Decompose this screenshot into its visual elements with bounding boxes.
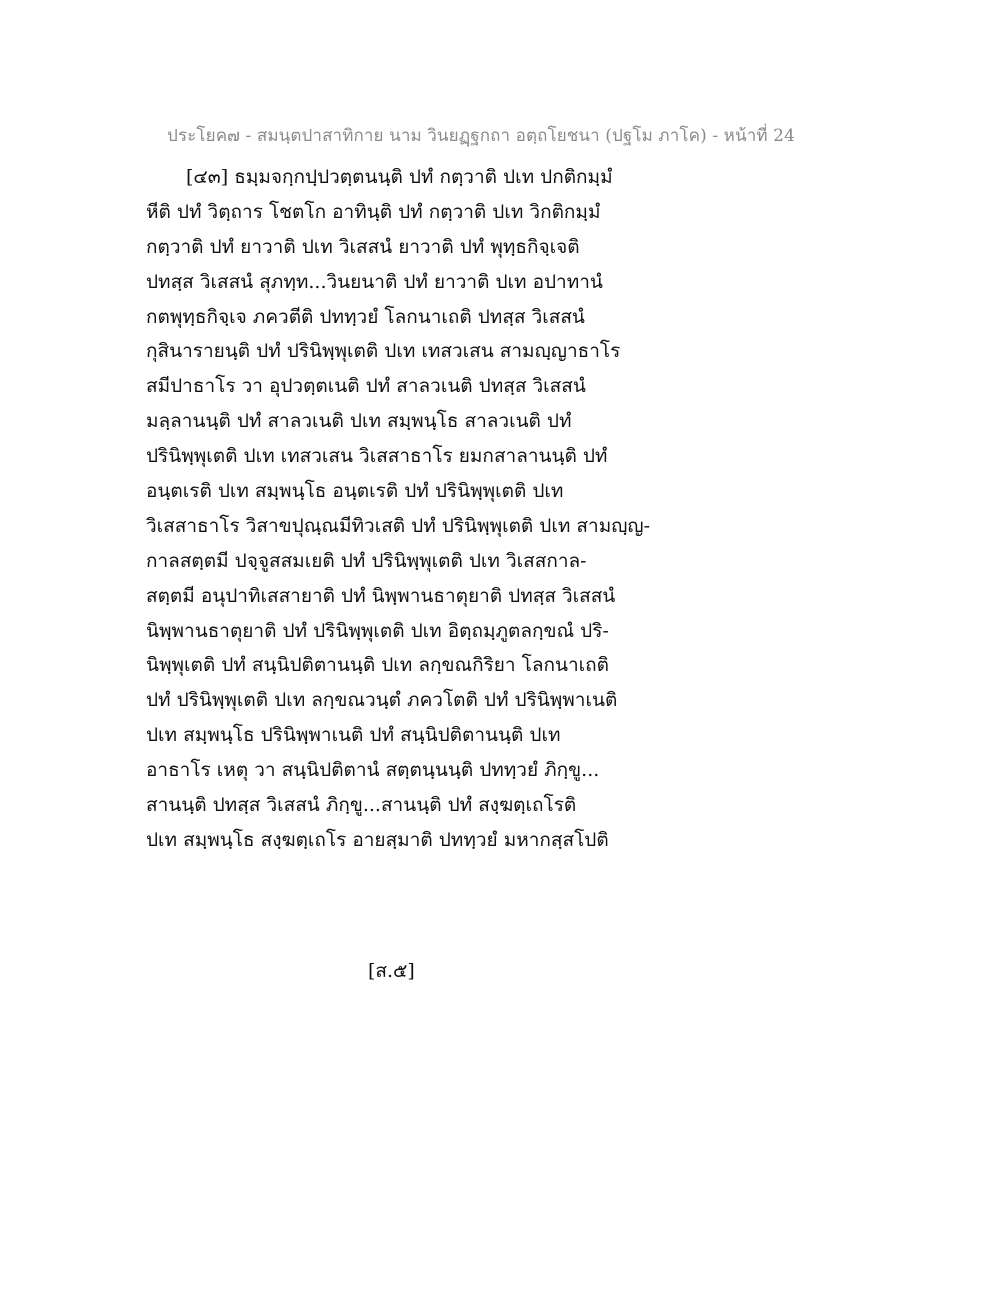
- text-line: กตฺวาติ ปทํ ยาวาติ ปเท วิเสสนํ ยาวาติ ปทํ พุทฺธกิจฺเจติ: [146, 235, 580, 258]
- text-line: ปเท สมฺพนฺโธ ปรินิพฺพาเนติ ปทํ สนฺนิปติตานนฺติ ปเท: [146, 724, 561, 747]
- text-line: วิเสสาธาโร วิสาขปุณฺณมีทิวเสติ ปทํ ปรินิพฺพุเตติ ปเท สามญฺญ-: [146, 514, 651, 537]
- running-header: ประโยค๗ - สมนฺตปาสาทิกาย นาม วินยฏฺฐกถา อตฺถโยชนา (ปฐโม ภาโค) - หน้าที่ 24: [167, 126, 795, 146]
- text-line: อนฺตเรติ ปเท สมฺพนฺโธ อนฺตเรติ ปทํ ปรินิพฺพุเตติ ปเท: [146, 480, 564, 503]
- text-line: สตฺตมี อนุปาทิเสสายาติ ปทํ นิพฺพานธาตุยาติ ปทสฺส วิเสสนํ: [146, 584, 616, 607]
- text-line: ปเท สมฺพนฺโธ สงฺฆตฺเถโร อายสฺมาติ ปททฺวยํ มหากสฺสโปติ: [146, 828, 609, 851]
- text-line: สมีปาธาโร วา อุปวตฺตเนติ ปทํ สาลวเนติ ปทสฺส วิเสสนํ: [146, 375, 586, 398]
- text-line: นิพฺพานธาตุยาติ ปทํ ปรินิพฺพุเตติ ปเท อิตฺถมฺภูตลกฺขณํ ปริ-: [146, 619, 609, 642]
- text-line: หีติ ปทํ วิตฺถาร โชตโก อาทินฺติ ปทํ กตฺวาติ ปเท วิกติกมฺมํ: [146, 200, 601, 223]
- text-line: อาธาโร เหตุ วา สนฺนิปติตานํ สตฺตนฺนนฺติ ปททฺวยํ ภิกฺขู...: [146, 759, 600, 782]
- text-line: ปทสฺส วิเสสนํ สุภทฺท...วินยนาติ ปทํ ยาวาติ ปเท อปาทานํ: [146, 270, 603, 293]
- text-line: กาลสตฺตมี ปจฺจูสสมเยติ ปทํ ปรินิพฺพุเตติ ปเท วิเสสกาล-: [146, 549, 587, 572]
- signature-mark: [ส.๕]: [368, 960, 415, 982]
- text-line: มลฺลานนฺติ ปทํ สาลวเนติ ปเท สมฺพนฺโธ สาลวเนติ ปทํ: [146, 410, 572, 433]
- body-text: [146, 160, 666, 858]
- text-line: สานนฺติ ปทสฺส วิเสสนํ ภิกฺขู...สานนฺติ ปทํ สงฺฆตฺเถโรติ: [146, 794, 577, 817]
- text-line: กตพุทฺธกิจฺเจ ภควตีติ ปททฺวยํ โลกนาเถติ ปทสฺส วิเสสนํ: [146, 305, 585, 328]
- text-line: กุสินารายนฺติ ปทํ ปรินิพฺพุเตติ ปเท เทสวเสน สามญฺญาธาโร: [146, 340, 621, 363]
- text-line: นิพฺพุเตติ ปทํ สนฺนิปติตานนฺติ ปเท ลกฺขณกิริยา โลกนาเถติ: [146, 654, 609, 677]
- text-line: ปทํ ปรินิพฺพุเตติ ปเท ลกฺขณวนฺตํ ภควโตติ ปทํ ปรินิพฺพาเนติ: [146, 689, 618, 712]
- text-line: ปรินิพฺพุเตติ ปเท เทสวเสน วิเสสาธาโร ยมกสาลานนฺติ ปทํ: [146, 445, 608, 468]
- text-line: [๔๓] ธมฺมจกฺกปฺปวตฺตนนฺติ ปทํ กตฺวาติ ปเท ปกติกมฺมํ: [186, 166, 613, 188]
